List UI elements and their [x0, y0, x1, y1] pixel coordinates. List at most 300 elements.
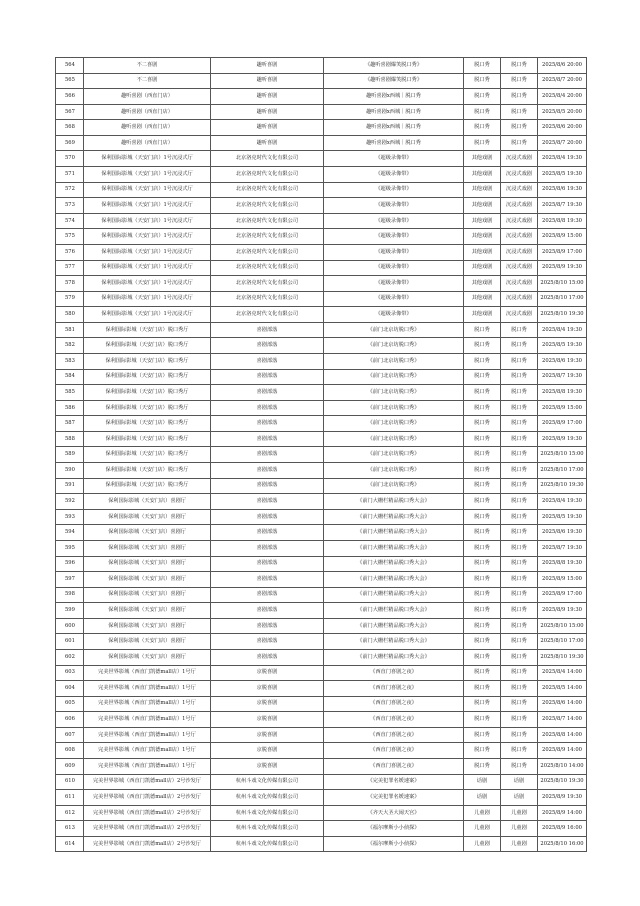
venue-cell: 完美世界影城（西直门凯德mall店）2号沙发厅: [84, 821, 211, 837]
show-title-cell: 《完美犯罪名媛速案》: [324, 774, 464, 790]
organizer-cell: 京脱喜剧: [211, 696, 324, 712]
row-number-cell: 587: [56, 416, 84, 432]
table-row: [56, 556, 587, 572]
category-cell: 脱口秀: [464, 618, 501, 634]
showtime-cell: 2025/8/9 16:00: [538, 821, 587, 837]
category-cell: 脱口秀: [464, 509, 501, 525]
category-cell: 脱口秀: [464, 634, 501, 650]
row-number-cell: 611: [56, 790, 84, 806]
venue-cell: 保利国际影城（天安门店）1号沉浸式厅: [84, 167, 211, 183]
subtype-cell: 沉浸式戏剧: [501, 307, 538, 323]
category-cell: 其他戏剧: [464, 167, 501, 183]
organizer-cell: 喜剧部落: [211, 447, 324, 463]
showtime-cell: 2025/8/6 19:30: [538, 353, 587, 369]
table-row: [56, 338, 587, 354]
subtype-cell: 脱口秀: [501, 104, 538, 120]
category-cell: 脱口秀: [464, 338, 501, 354]
venue-cell: 完美世界影城（西直门凯德mall店）1号厅: [84, 681, 211, 697]
organizer-cell: 喜剧部落: [211, 369, 324, 385]
organizer-cell: 京脱喜剧: [211, 712, 324, 728]
subtype-cell: 脱口秀: [501, 416, 538, 432]
organizer-cell: 喜剧部落: [211, 385, 324, 401]
table-row: [56, 135, 587, 151]
show-title-cell: 《超级录像带》: [324, 260, 464, 276]
table-row: [56, 681, 587, 697]
organizer-cell: 喜剧部落: [211, 649, 324, 665]
organizer-cell: 北京洛克时代文化有限公司: [211, 244, 324, 260]
showtime-cell: 2025/8/5 14:00: [538, 681, 587, 697]
showtime-cell: 2025/8/6 19:30: [538, 182, 587, 198]
show-title-cell: 《前门北京坊脱口秀》: [324, 369, 464, 385]
category-cell: 脱口秀: [464, 681, 501, 697]
show-title-cell: 趣听喜剧x西城｜脱口秀: [324, 135, 464, 151]
row-number-cell: 605: [56, 696, 84, 712]
venue-cell: 完美世界影城（西直门凯德mall店）1号厅: [84, 727, 211, 743]
table-row: [56, 213, 587, 229]
showtime-cell: 2025/8/10 15:00: [538, 618, 587, 634]
subtype-cell: 脱口秀: [501, 618, 538, 634]
row-number-cell: 592: [56, 494, 84, 510]
showtime-cell: 2025/8/6 20:00: [538, 58, 587, 74]
table-row: [56, 369, 587, 385]
showtime-cell: 2025/8/4 14:00: [538, 665, 587, 681]
venue-cell: 保利国际影城（天安门店）喜剧厅: [84, 587, 211, 603]
showtime-cell: 2025/8/10 17:00: [538, 291, 587, 307]
show-title-cell: 《西直门喜剧之夜》: [324, 759, 464, 775]
subtype-cell: 沉浸式戏剧: [501, 229, 538, 245]
table-row: [56, 58, 587, 74]
row-number-cell: 579: [56, 291, 84, 307]
showtime-cell: 2025/8/9 17:00: [538, 244, 587, 260]
venue-cell: 保利国际影城（天安门店）1号沉浸式厅: [84, 307, 211, 323]
show-title-cell: 《前门大栅栏精品脱口秀大会》: [324, 556, 464, 572]
table-row: [56, 431, 587, 447]
showtime-cell: 2025/8/10 15:00: [538, 276, 587, 292]
category-cell: 脱口秀: [464, 89, 501, 105]
showtime-cell: 2025/8/10 17:00: [538, 463, 587, 479]
subtype-cell: 脱口秀: [501, 603, 538, 619]
show-title-cell: 《西直门喜剧之夜》: [324, 712, 464, 728]
table-row: [56, 416, 587, 432]
venue-cell: 保利国际影城（天安门店）1号沉浸式厅: [84, 182, 211, 198]
category-cell: 脱口秀: [464, 478, 501, 494]
venue-cell: 保利国际影城（天安门店）脱口秀厅: [84, 431, 211, 447]
venue-cell: 完美世界影城（西直门凯德mall店）2号沙发厅: [84, 774, 211, 790]
showtime-cell: 2025/8/6 20:00: [538, 120, 587, 136]
organizer-cell: 喜剧部落: [211, 603, 324, 619]
showtime-cell: 2025/8/10 14:00: [538, 759, 587, 775]
organizer-cell: 北京洛克时代文化有限公司: [211, 182, 324, 198]
row-number-cell: 602: [56, 649, 84, 665]
venue-cell: 保利国际影城（天安门店）喜剧厅: [84, 494, 211, 510]
showtime-cell: 2025/8/9 15:00: [538, 400, 587, 416]
venue-cell: 保利国际影城（天安门店）脱口秀厅: [84, 416, 211, 432]
showtime-cell: 2025/8/8 19:30: [538, 213, 587, 229]
category-cell: 其他戏剧: [464, 291, 501, 307]
row-number-cell: 597: [56, 572, 84, 588]
organizer-cell: 喜剧部落: [211, 338, 324, 354]
showtime-cell: 2025/8/7 19:30: [538, 369, 587, 385]
table-row: [56, 385, 587, 401]
row-number-cell: 564: [56, 58, 84, 74]
subtype-cell: 沉浸式戏剧: [501, 276, 538, 292]
show-title-cell: 《西直门喜剧之夜》: [324, 743, 464, 759]
category-cell: 脱口秀: [464, 556, 501, 572]
venue-cell: 保利国际影城（天安门店）脱口秀厅: [84, 322, 211, 338]
show-title-cell: 《前门北京坊脱口秀》: [324, 478, 464, 494]
category-cell: 儿童剧: [464, 821, 501, 837]
subtype-cell: 话剧: [501, 790, 538, 806]
row-number-cell: 608: [56, 743, 84, 759]
venue-cell: 保利国际影城（天安门店）喜剧厅: [84, 618, 211, 634]
row-number-cell: 604: [56, 681, 84, 697]
venue-cell: 保利国际影城（天安门店）脱口秀厅: [84, 478, 211, 494]
showtime-cell: 2025/8/9 15:00: [538, 572, 587, 588]
show-title-cell: 《前门北京坊脱口秀》: [324, 447, 464, 463]
category-cell: 脱口秀: [464, 73, 501, 89]
organizer-cell: 喜剧部落: [211, 509, 324, 525]
subtype-cell: 沉浸式戏剧: [501, 291, 538, 307]
subtype-cell: 脱口秀: [501, 759, 538, 775]
showtime-cell: 2025/8/5 19:30: [538, 338, 587, 354]
show-title-cell: 《超级录像带》: [324, 276, 464, 292]
showtime-cell: 2025/8/10 19:30: [538, 307, 587, 323]
category-cell: 脱口秀: [464, 525, 501, 541]
organizer-cell: 趣听喜剧: [211, 73, 324, 89]
row-number-cell: 571: [56, 167, 84, 183]
venue-cell: 保利国际影城（天安门店）脱口秀厅: [84, 385, 211, 401]
category-cell: 其他戏剧: [464, 307, 501, 323]
organizer-cell: 喜剧部落: [211, 572, 324, 588]
subtype-cell: 脱口秀: [501, 478, 538, 494]
subtype-cell: 脱口秀: [501, 649, 538, 665]
show-title-cell: 《前门大栅栏精品脱口秀大会》: [324, 603, 464, 619]
venue-cell: 完美世界影城（西直门凯德mall店）1号厅: [84, 712, 211, 728]
subtype-cell: 脱口秀: [501, 712, 538, 728]
organizer-cell: 喜剧部落: [211, 431, 324, 447]
show-title-cell: 《前门大栅栏精品脱口秀大会》: [324, 587, 464, 603]
subtype-cell: 话剧: [501, 774, 538, 790]
venue-cell: 趣听喜剧（西直门店）: [84, 120, 211, 136]
organizer-cell: 北京洛克时代文化有限公司: [211, 260, 324, 276]
subtype-cell: 脱口秀: [501, 727, 538, 743]
table-row: [56, 634, 587, 650]
row-number-cell: 606: [56, 712, 84, 728]
show-title-cell: 《福尔摩斯小小侦探》: [324, 836, 464, 852]
subtype-cell: 沉浸式戏剧: [501, 182, 538, 198]
category-cell: 脱口秀: [464, 727, 501, 743]
table-row: [56, 89, 587, 105]
show-title-cell: 《前门北京坊脱口秀》: [324, 463, 464, 479]
table-row: [56, 478, 587, 494]
subtype-cell: 脱口秀: [501, 463, 538, 479]
organizer-cell: 京脱喜剧: [211, 743, 324, 759]
venue-cell: 完美世界影城（西直门凯德mall店）2号沙发厅: [84, 790, 211, 806]
show-title-cell: 趣听喜剧x西城｜脱口秀: [324, 89, 464, 105]
venue-cell: 保利国际影城（天安门店）1号沉浸式厅: [84, 260, 211, 276]
subtype-cell: 脱口秀: [501, 743, 538, 759]
category-cell: 儿童剧: [464, 836, 501, 852]
subtype-cell: 儿童剧: [501, 836, 538, 852]
organizer-cell: 趣听喜剧: [211, 120, 324, 136]
showtime-cell: 2025/8/10 15:00: [538, 447, 587, 463]
organizer-cell: 北京洛克时代文化有限公司: [211, 167, 324, 183]
show-title-cell: 《前门大栅栏精品脱口秀大会》: [324, 540, 464, 556]
show-title-cell: 《完美犯罪名媛速案》: [324, 790, 464, 806]
subtype-cell: 沉浸式戏剧: [501, 244, 538, 260]
row-number-cell: 568: [56, 120, 84, 136]
table-row: [56, 603, 587, 619]
organizer-cell: 京脱喜剧: [211, 665, 324, 681]
table-row: [56, 291, 587, 307]
showtime-cell: 2025/8/9 17:00: [538, 587, 587, 603]
organizer-cell: 喜剧部落: [211, 540, 324, 556]
venue-cell: 保利国际影城（天安门店）喜剧厅: [84, 634, 211, 650]
table-row: [56, 525, 587, 541]
showtime-cell: 2025/8/5 19:30: [538, 509, 587, 525]
show-title-cell: 《西直门喜剧之夜》: [324, 681, 464, 697]
row-number-cell: 596: [56, 556, 84, 572]
table-row: [56, 104, 587, 120]
category-cell: 其他戏剧: [464, 229, 501, 245]
showtime-cell: 2025/8/7 19:30: [538, 540, 587, 556]
category-cell: 脱口秀: [464, 759, 501, 775]
showtime-cell: 2025/8/10 19:30: [538, 774, 587, 790]
category-cell: 脱口秀: [464, 603, 501, 619]
venue-cell: 保利国际影城（天安门店）喜剧厅: [84, 649, 211, 665]
subtype-cell: 脱口秀: [501, 556, 538, 572]
venue-cell: 趣听喜剧（西直门店）: [84, 89, 211, 105]
table-row: [56, 696, 587, 712]
subtype-cell: 脱口秀: [501, 540, 538, 556]
row-number-cell: 581: [56, 322, 84, 338]
organizer-cell: 喜剧部落: [211, 494, 324, 510]
category-cell: 脱口秀: [464, 463, 501, 479]
showtime-cell: 2025/8/4 19:30: [538, 322, 587, 338]
showtime-cell: 2025/8/10 17:00: [538, 634, 587, 650]
subtype-cell: 脱口秀: [501, 572, 538, 588]
show-title-cell: 《超级录像带》: [324, 244, 464, 260]
showtime-cell: 2025/8/9 19:30: [538, 260, 587, 276]
category-cell: 脱口秀: [464, 416, 501, 432]
category-cell: 儿童剧: [464, 805, 501, 821]
row-number-cell: 586: [56, 400, 84, 416]
venue-cell: 保利国际影城（天安门店）脱口秀厅: [84, 400, 211, 416]
organizer-cell: 趣听喜剧: [211, 135, 324, 151]
table-row: [56, 167, 587, 183]
organizer-cell: 京脱喜剧: [211, 681, 324, 697]
category-cell: 脱口秀: [464, 540, 501, 556]
row-number-cell: 575: [56, 229, 84, 245]
organizer-cell: 杭州斗戏文化传媒有限公司: [211, 774, 324, 790]
row-number-cell: 595: [56, 540, 84, 556]
organizer-cell: 喜剧部落: [211, 353, 324, 369]
table-row: [56, 400, 587, 416]
category-cell: 脱口秀: [464, 447, 501, 463]
showtime-cell: 2025/8/5 19:30: [538, 167, 587, 183]
venue-cell: 保利国际影城（天安门店）喜剧厅: [84, 525, 211, 541]
showtime-cell: 2025/8/7 20:00: [538, 73, 587, 89]
row-number-cell: 610: [56, 774, 84, 790]
organizer-cell: 京脱喜剧: [211, 759, 324, 775]
venue-cell: 不二喜剧: [84, 73, 211, 89]
subtype-cell: 脱口秀: [501, 400, 538, 416]
show-title-cell: 趣听喜剧x西城｜脱口秀: [324, 104, 464, 120]
venue-cell: 保利国际影城（天安门店）脱口秀厅: [84, 463, 211, 479]
subtype-cell: 脱口秀: [501, 587, 538, 603]
row-number-cell: 589: [56, 447, 84, 463]
row-number-cell: 601: [56, 634, 84, 650]
row-number-cell: 585: [56, 385, 84, 401]
organizer-cell: 北京洛克时代文化有限公司: [211, 213, 324, 229]
show-title-cell: 《前门大栅栏精品脱口秀大会》: [324, 494, 464, 510]
table-row: [56, 743, 587, 759]
show-title-cell: 《前门北京坊脱口秀》: [324, 322, 464, 338]
show-title-cell: 《超级录像带》: [324, 182, 464, 198]
show-title-cell: 趣听喜剧x西城｜脱口秀: [324, 120, 464, 136]
show-title-cell: 《前门大栅栏精品脱口秀大会》: [324, 649, 464, 665]
row-number-cell: 598: [56, 587, 84, 603]
subtype-cell: 脱口秀: [501, 447, 538, 463]
showtime-cell: 2025/8/9 19:30: [538, 431, 587, 447]
venue-cell: 保利国际影城（天安门店）1号沉浸式厅: [84, 244, 211, 260]
row-number-cell: 603: [56, 665, 84, 681]
table-row: [56, 821, 587, 837]
category-cell: 其他戏剧: [464, 244, 501, 260]
category-cell: 脱口秀: [464, 587, 501, 603]
row-number-cell: 577: [56, 260, 84, 276]
subtype-cell: 脱口秀: [501, 681, 538, 697]
table-row: [56, 727, 587, 743]
category-cell: 脱口秀: [464, 369, 501, 385]
row-number-cell: 599: [56, 603, 84, 619]
show-title-cell: 《前门大栅栏精品脱口秀大会》: [324, 634, 464, 650]
table-row: [56, 447, 587, 463]
showtime-cell: 2025/8/9 14:00: [538, 805, 587, 821]
venue-cell: 趣听喜剧（西直门店）: [84, 135, 211, 151]
show-title-cell: 《趣听喜剧爆笑脱口秀》: [324, 58, 464, 74]
table-row: [56, 759, 587, 775]
category-cell: 脱口秀: [464, 58, 501, 74]
category-cell: 脱口秀: [464, 120, 501, 136]
table-row: [56, 182, 587, 198]
venue-cell: 完美世界影城（西直门凯德mall店）1号厅: [84, 743, 211, 759]
show-title-cell: 《前门大栅栏精品脱口秀大会》: [324, 509, 464, 525]
organizer-cell: 北京洛克时代文化有限公司: [211, 229, 324, 245]
row-number-cell: 578: [56, 276, 84, 292]
category-cell: 话剧: [464, 774, 501, 790]
showtime-cell: 2025/8/4 19:30: [538, 151, 587, 167]
show-title-cell: 《西直门喜剧之夜》: [324, 696, 464, 712]
row-number-cell: 590: [56, 463, 84, 479]
organizer-cell: 喜剧部落: [211, 322, 324, 338]
show-title-cell: 《超级录像带》: [324, 167, 464, 183]
show-title-cell: 《前门北京坊脱口秀》: [324, 416, 464, 432]
category-cell: 脱口秀: [464, 494, 501, 510]
table-row: [56, 244, 587, 260]
table-row: [56, 198, 587, 214]
organizer-cell: 京脱喜剧: [211, 727, 324, 743]
venue-cell: 保利国际影城（天安门店）脱口秀厅: [84, 338, 211, 354]
row-number-cell: 580: [56, 307, 84, 323]
organizer-cell: 趣听喜剧: [211, 104, 324, 120]
subtype-cell: 脱口秀: [501, 525, 538, 541]
show-title-cell: 《超级录像带》: [324, 291, 464, 307]
row-number-cell: 591: [56, 478, 84, 494]
subtype-cell: 脱口秀: [501, 120, 538, 136]
organizer-cell: 趣听喜剧: [211, 89, 324, 105]
row-number-cell: 567: [56, 104, 84, 120]
category-cell: 其他戏剧: [464, 151, 501, 167]
row-number-cell: 573: [56, 198, 84, 214]
category-cell: 脱口秀: [464, 665, 501, 681]
showtime-cell: 2025/8/6 14:00: [538, 696, 587, 712]
row-number-cell: 600: [56, 618, 84, 634]
show-title-cell: 《齐天大圣大闹天宫》: [324, 805, 464, 821]
organizer-cell: 喜剧部落: [211, 416, 324, 432]
venue-cell: 保利国际影城（天安门店）脱口秀厅: [84, 353, 211, 369]
organizer-cell: 北京洛克时代文化有限公司: [211, 151, 324, 167]
row-number-cell: 572: [56, 182, 84, 198]
showtime-cell: 2025/8/10 19:30: [538, 649, 587, 665]
showtime-cell: 2025/8/10 16:00: [538, 836, 587, 852]
organizer-cell: 喜剧部落: [211, 618, 324, 634]
showtime-cell: 2025/8/9 19:30: [538, 790, 587, 806]
table-row: [56, 572, 587, 588]
category-cell: 其他戏剧: [464, 276, 501, 292]
row-number-cell: 613: [56, 821, 84, 837]
show-title-cell: 《前门大栅栏精品脱口秀大会》: [324, 618, 464, 634]
category-cell: 其他戏剧: [464, 198, 501, 214]
subtype-cell: 儿童剧: [501, 805, 538, 821]
subtype-cell: 沉浸式戏剧: [501, 260, 538, 276]
table-row: [56, 665, 587, 681]
showtime-cell: 2025/8/10 19:30: [538, 478, 587, 494]
table-row: [56, 276, 587, 292]
table-row: [56, 774, 587, 790]
row-number-cell: 574: [56, 213, 84, 229]
category-cell: 脱口秀: [464, 743, 501, 759]
show-title-cell: 《超级录像带》: [324, 213, 464, 229]
show-title-cell: 《前门大栅栏精品脱口秀大会》: [324, 525, 464, 541]
venue-cell: 趣听喜剧（西直门店）: [84, 104, 211, 120]
table-row: [56, 618, 587, 634]
table-row: [56, 712, 587, 728]
venue-cell: 保利国际影城（天安门店）1号沉浸式厅: [84, 276, 211, 292]
show-title-cell: 《超级录像带》: [324, 307, 464, 323]
category-cell: 脱口秀: [464, 431, 501, 447]
row-number-cell: 576: [56, 244, 84, 260]
category-cell: 脱口秀: [464, 712, 501, 728]
organizer-cell: 趣听喜剧: [211, 58, 324, 74]
showtime-cell: 2025/8/9 17:00: [538, 416, 587, 432]
row-number-cell: 609: [56, 759, 84, 775]
subtype-cell: 儿童剧: [501, 821, 538, 837]
category-cell: 脱口秀: [464, 649, 501, 665]
venue-cell: 保利国际影城（天安门店）喜剧厅: [84, 572, 211, 588]
table-row: [56, 463, 587, 479]
showtime-cell: 2025/8/8 14:00: [538, 727, 587, 743]
venue-cell: 完美世界影城（西直门凯德mall店）2号沙发厅: [84, 836, 211, 852]
row-number-cell: 593: [56, 509, 84, 525]
performance-schedule-table: [55, 57, 587, 852]
category-cell: 其他戏剧: [464, 213, 501, 229]
table-row: [56, 790, 587, 806]
organizer-cell: 北京洛克时代文化有限公司: [211, 307, 324, 323]
venue-cell: 保利国际影城（天安门店）喜剧厅: [84, 540, 211, 556]
venue-cell: 保利国际影城（天安门店）1号沉浸式厅: [84, 198, 211, 214]
subtype-cell: 脱口秀: [501, 322, 538, 338]
